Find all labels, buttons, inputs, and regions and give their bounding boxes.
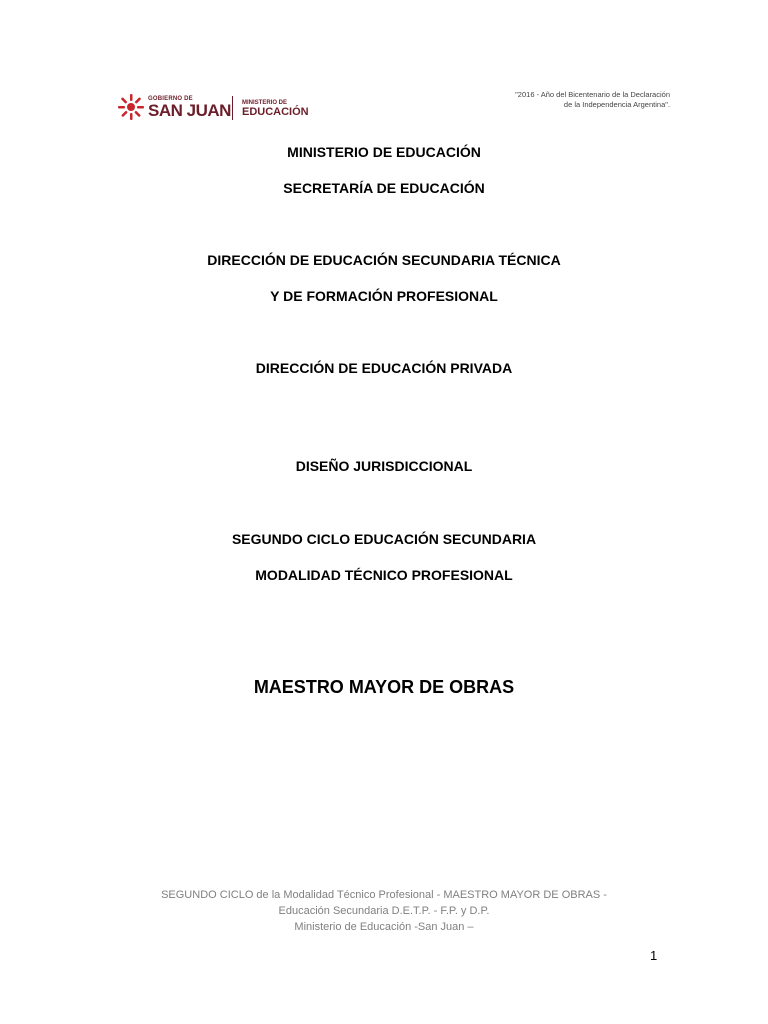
document-title: MAESTRO MAYOR DE OBRAS	[253, 677, 515, 697]
footer-line-2: Educación Secundaria D.E.T.P. - F.P. y D.P.	[278, 905, 490, 917]
footer-line-3: Ministerio de Educación -San Juan –	[294, 921, 474, 933]
san-juan-logo	[118, 94, 308, 124]
footer-line-1: SEGUNDO CICLO de la Modalidad Técnico Profesional - MAESTRO MAYOR DE OBRAS -	[161, 889, 607, 901]
heading-diseno: DISEÑO JURISDICCIONAL	[295, 458, 473, 474]
heading-direccion-privada: DIRECCIÓN DE EDUCACIÓN PRIVADA	[255, 360, 513, 376]
heading-modalidad: MODALIDAD TÉCNICO PROFESIONAL	[255, 567, 513, 583]
heading-ministerio: MINISTERIO DE EDUCACIÓN	[287, 144, 481, 160]
logo-gobierno-text: GOBIERNO DE	[148, 96, 193, 102]
heading-secretaria: SECRETARÍA DE EDUCACIÓN	[283, 180, 485, 196]
header-motto	[515, 90, 670, 110]
heading-direccion-tecnica-1: DIRECCIÓN DE EDUCACIÓN SECUNDARIA TÉCNICA	[207, 252, 561, 268]
logo-ministerio-text: MINISTERIO DE	[242, 100, 288, 106]
sun-emblem-icon	[118, 94, 144, 120]
page-number: 1	[650, 948, 658, 963]
motto-line-1: "2016 - Año del Bicentenario de la Declaración	[515, 90, 670, 99]
heading-ciclo: SEGUNDO CICLO EDUCACIÓN SECUNDARIA	[231, 531, 537, 547]
logo-san-juan-text: SAN JUAN	[148, 101, 231, 120]
logo-divider	[232, 96, 233, 120]
heading-direccion-tecnica-2: Y DE FORMACIÓN PROFESIONAL	[270, 288, 498, 304]
motto-line-2: de la Independencia Argentina".	[563, 100, 670, 109]
logo-educacion-text: EDUCACIÓN	[242, 106, 309, 118]
